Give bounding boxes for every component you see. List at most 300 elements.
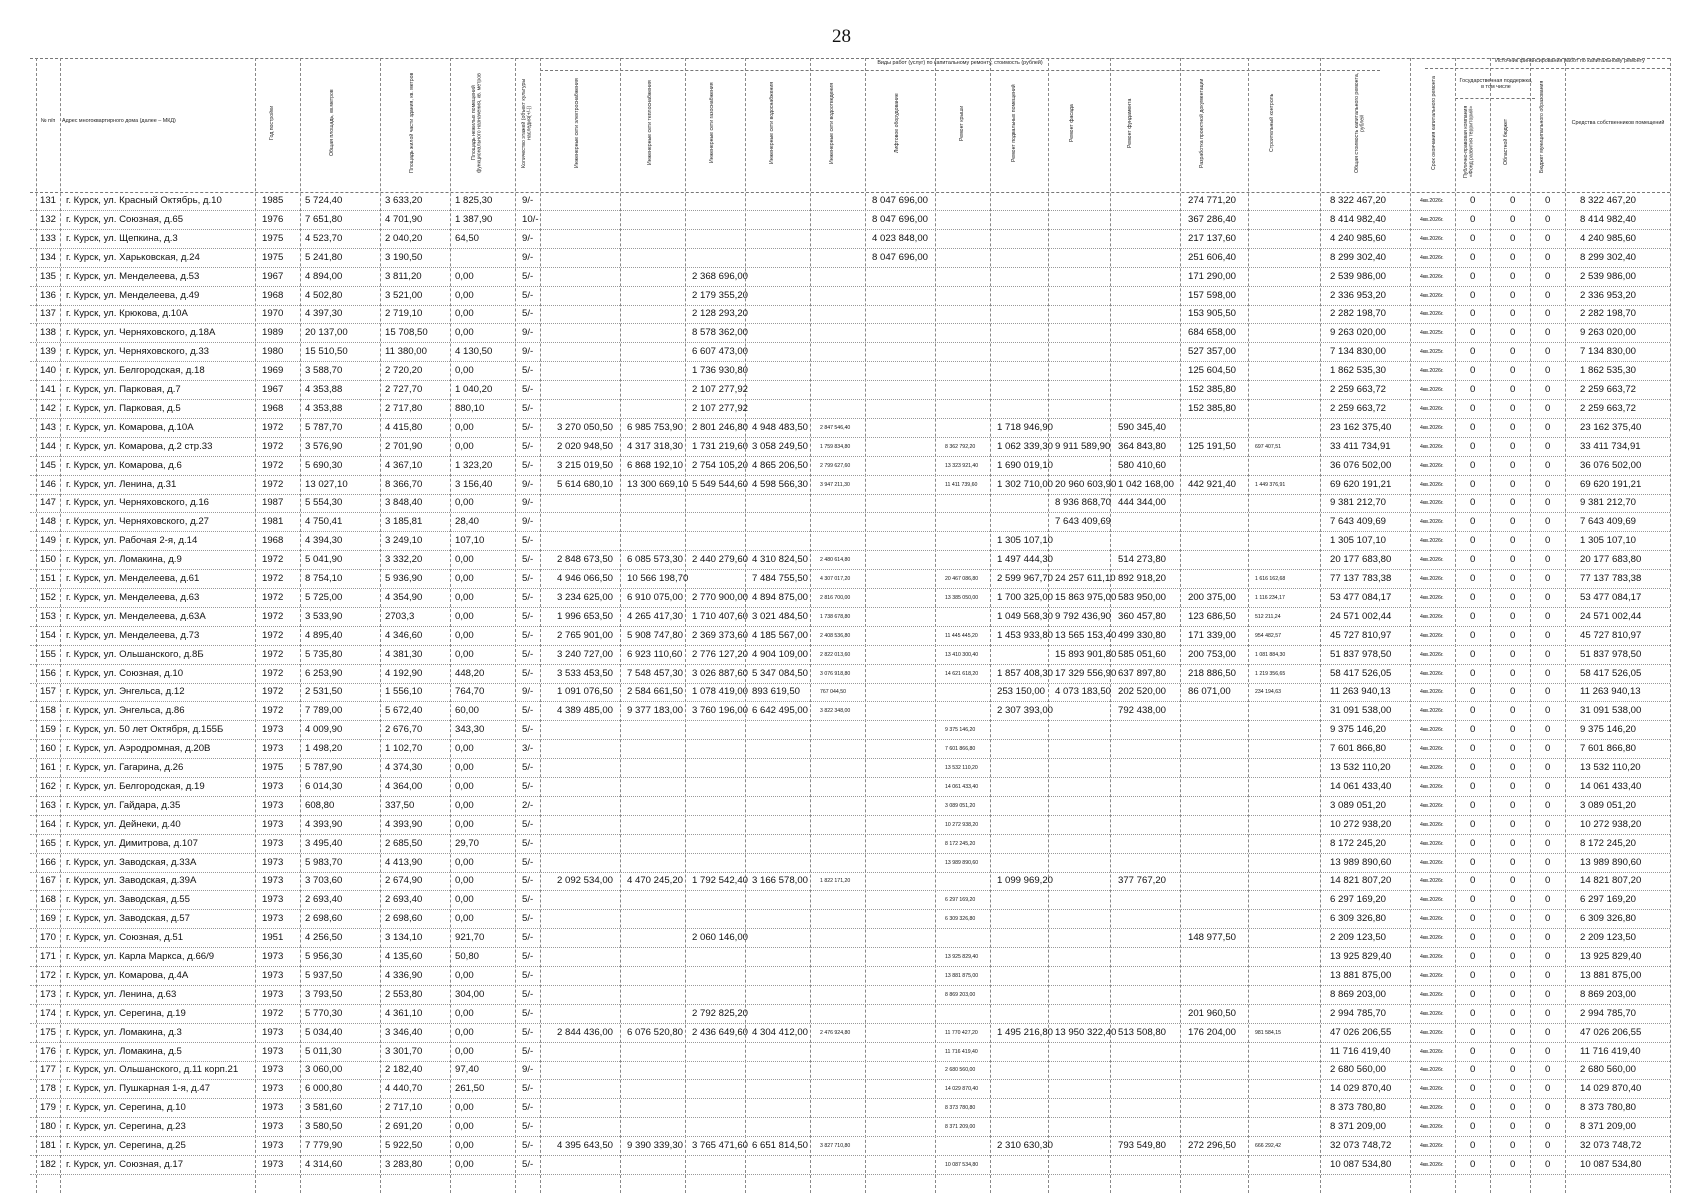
work-cost-sewer: 3 822 348,00 <box>820 708 851 715</box>
nonresidential-area: 0,00 <box>455 1121 474 1133</box>
row-rule <box>30 796 1670 797</box>
deadline: 4кв.2026г. <box>1420 991 1444 998</box>
row-number: 178 <box>40 1083 57 1095</box>
owners-funds: 9 263 020,00 <box>1580 327 1637 339</box>
row-number: 166 <box>40 856 57 868</box>
regional-amount: 0 <box>1510 724 1516 736</box>
table-row <box>30 987 1670 1001</box>
total-area: 7 779,90 <box>305 1140 343 1151</box>
living-area: 2 727,70 <box>385 384 423 395</box>
municipal-amount: 0 <box>1545 459 1551 471</box>
regional-amount: 0 <box>1510 856 1516 868</box>
floors: 5/- <box>522 591 534 603</box>
table-row <box>30 666 1670 680</box>
row-rule <box>30 815 1670 816</box>
build-year: 1973 <box>262 724 284 736</box>
work-cost-elec: 4 389 485,00 <box>557 705 614 717</box>
regional-amount: 0 <box>1510 818 1516 830</box>
table-row <box>30 779 1670 793</box>
build-year: 1976 <box>262 213 284 225</box>
header-work-ctrl: Строительный контроль <box>1269 93 1275 153</box>
deadline: 4кв.2026г. <box>1420 576 1444 582</box>
row-number: 172 <box>40 969 57 981</box>
regional-amount: 0 <box>1510 951 1516 962</box>
header-year: Год постройки <box>269 105 275 141</box>
deadline: 4кв.2026г. <box>1420 651 1444 658</box>
municipal-amount: 0 <box>1545 932 1551 944</box>
regional-amount: 0 <box>1510 478 1516 490</box>
total-area: 4 393,90 <box>305 818 343 830</box>
build-year: 1972 <box>262 705 284 717</box>
build-year: 1972 <box>262 459 284 471</box>
address: г. Курск, ул. Менделеева, д.61 <box>66 573 200 584</box>
total-cost: 31 091 538,00 <box>1330 705 1392 717</box>
table-row <box>30 703 1670 717</box>
regional-amount: 0 <box>1510 837 1516 849</box>
row-rule <box>30 475 1670 476</box>
work-cost-proj: 125 191,50 <box>1188 440 1237 452</box>
regional-amount: 0 <box>1510 327 1516 339</box>
deadline: 4кв.2026г. <box>1420 632 1444 639</box>
build-year: 1973 <box>262 1102 284 1114</box>
row-number: 158 <box>40 705 57 717</box>
row-number: 182 <box>40 1158 57 1170</box>
nonresidential-area: 0,00 <box>455 365 474 377</box>
total-cost: 45 727 810,97 <box>1330 629 1392 641</box>
address: г. Курск, ул. Черняховского, д.33 <box>66 346 210 358</box>
row-number: 141 <box>40 384 57 395</box>
fund-amount: 0 <box>1470 629 1476 641</box>
municipal-amount: 0 <box>1545 346 1551 358</box>
fund-amount: 0 <box>1470 497 1476 509</box>
living-area: 4 361,10 <box>385 1007 423 1019</box>
fund-amount: 0 <box>1470 913 1476 925</box>
nonresidential-area: 0,00 <box>455 440 474 452</box>
work-cost-facade: 4 073 183,50 <box>1055 686 1112 698</box>
row-number: 155 <box>40 648 57 660</box>
deadline: 4кв.2026г. <box>1420 1143 1444 1149</box>
address: г. Курск, ул. Менделеева, д.73 <box>66 629 200 641</box>
total-area: 4 314,60 <box>305 1158 343 1170</box>
table-row <box>30 1119 1670 1133</box>
deadline: 4кв.2026г. <box>1420 273 1444 280</box>
work-cost-sewer: 1 759 834,80 <box>820 443 851 450</box>
fund-amount: 0 <box>1470 516 1476 528</box>
floors: 9/- <box>522 346 534 358</box>
regional-amount: 0 <box>1510 1102 1516 1114</box>
row-rule <box>30 966 1670 967</box>
address: г. Курск, ул. Энгельса, д.12 <box>66 686 185 698</box>
row-rule <box>30 1098 1670 1099</box>
work-cost-sewer: 2 476 924,80 <box>820 1029 851 1036</box>
living-area: 5 936,90 <box>385 573 423 584</box>
work-cost-fund: 585 051,60 <box>1118 648 1167 660</box>
address: г. Курск, ул. Черняховского, д.16 <box>66 497 210 509</box>
total-cost: 14 029 870,40 <box>1330 1083 1392 1095</box>
work-cost-gas: 2 128 293,20 <box>692 308 749 320</box>
nonresidential-area: 764,70 <box>455 686 485 698</box>
living-area: 3 301,70 <box>385 1045 423 1057</box>
total-cost: 9 263 020,00 <box>1330 327 1387 339</box>
build-year: 1989 <box>262 327 284 339</box>
municipal-amount: 0 <box>1545 270 1551 282</box>
build-year: 1973 <box>262 799 284 811</box>
row-rule <box>30 947 1670 948</box>
row-number: 142 <box>40 402 57 414</box>
row-number: 144 <box>40 440 57 452</box>
total-area: 4 750,41 <box>305 516 343 528</box>
total-cost: 69 620 191,21 <box>1330 478 1392 490</box>
work-cost-gas: 3 760 196,00 <box>692 705 749 717</box>
row-number: 156 <box>40 667 57 679</box>
work-cost-roof: 6 297 169,20 <box>945 897 976 904</box>
build-year: 1972 <box>262 686 284 698</box>
work-cost-base: 1 305 107,10 <box>997 535 1054 547</box>
header-fund: Публично-правовая компания «Фонд развития территорий» <box>1463 105 1475 179</box>
header-municipal: Бюджет муниципального образования <box>1539 80 1545 174</box>
work-cost-fund: 202 520,00 <box>1118 686 1167 698</box>
work-cost-water: 4 304 412,00 <box>752 1026 809 1038</box>
fund-amount: 0 <box>1470 762 1476 773</box>
total-cost: 13 989 890,60 <box>1330 856 1392 868</box>
living-area: 2 717,80 <box>385 402 423 414</box>
fund-amount: 0 <box>1470 1102 1476 1114</box>
floors: 5/- <box>522 459 534 471</box>
page-number: 28 <box>832 26 851 47</box>
deadline: 4кв.2026г. <box>1420 821 1444 828</box>
address: г. Курск, ул. Ольшанского, д.8Б <box>66 648 204 660</box>
row-number: 154 <box>40 629 57 641</box>
work-cost-proj: 125 604,50 <box>1188 365 1237 377</box>
work-cost-roof: 13 532 110,20 <box>945 765 978 771</box>
total-cost: 47 026 206,55 <box>1330 1026 1392 1038</box>
owners-funds: 10 087 534,80 <box>1580 1158 1642 1170</box>
table-row <box>30 1062 1670 1076</box>
regional-amount: 0 <box>1510 932 1516 944</box>
table-row <box>30 325 1670 339</box>
regional-amount: 0 <box>1510 554 1516 566</box>
total-area: 2 698,60 <box>305 913 343 925</box>
address: г. Курск, ул. Энгельса, д.86 <box>66 705 185 717</box>
work-cost-gas: 2 179 355,20 <box>692 289 749 301</box>
owners-funds: 24 571 002,44 <box>1580 610 1642 622</box>
owners-funds: 2 259 663,72 <box>1580 384 1637 395</box>
fund-amount: 0 <box>1470 554 1476 566</box>
deadline: 4кв.2026г. <box>1420 405 1444 412</box>
address: г. Курск, ул. Союзная, д.10 <box>66 667 184 679</box>
owners-funds: 13 532 110,20 <box>1580 762 1641 773</box>
fund-amount: 0 <box>1470 478 1476 490</box>
deadline: 4кв.2026г. <box>1420 1048 1444 1055</box>
living-area: 2 717,10 <box>385 1102 423 1114</box>
fund-amount: 0 <box>1470 837 1476 849</box>
deadline: 4кв.2026г. <box>1420 972 1444 979</box>
work-cost-sewer: 3 827 710,80 <box>820 1143 851 1149</box>
header-living-area: Площадь жилой части здания, кв. метров <box>409 72 415 174</box>
address: г. Курск, ул. Карла Маркса, д.66/9 <box>66 951 215 962</box>
owners-funds: 2 336 953,20 <box>1580 289 1637 301</box>
municipal-amount: 0 <box>1545 421 1551 433</box>
nonresidential-area: 0,00 <box>455 818 474 830</box>
work-cost-base: 1 495 216,80 <box>997 1026 1054 1038</box>
municipal-amount: 0 <box>1545 667 1551 679</box>
total-area: 4 009,90 <box>305 724 343 736</box>
nonresidential-area: 0,00 <box>455 894 474 906</box>
municipal-amount: 0 <box>1545 440 1551 452</box>
address: г. Курск, ул. Ленина, д.31 <box>66 478 177 490</box>
municipal-amount: 0 <box>1545 1140 1551 1151</box>
regional-amount: 0 <box>1510 1121 1516 1133</box>
row-rule <box>30 928 1670 929</box>
header-floors: Количество этажей (объект культуры наследия(+/-)) <box>521 78 533 168</box>
total-area: 1 498,20 <box>305 743 343 755</box>
living-area: 4 346,60 <box>385 629 423 641</box>
row-number: 162 <box>40 780 57 792</box>
fund-amount: 0 <box>1470 780 1476 792</box>
build-year: 1969 <box>262 365 284 377</box>
work-cost-lift: 4 023 848,00 <box>872 232 929 244</box>
living-area: 2 720,20 <box>385 365 423 377</box>
regional-amount: 0 <box>1510 1045 1516 1057</box>
row-rule <box>30 531 1670 532</box>
owners-funds: 1 305 107,10 <box>1580 535 1637 547</box>
address: г. Курск, ул. Заводская, д.33А <box>66 856 197 868</box>
address: г. Курск, ул. Белгородская, д.19 <box>66 780 205 792</box>
municipal-amount: 0 <box>1545 686 1551 698</box>
nonresidential-area: 0,00 <box>455 1158 474 1170</box>
total-cost: 8 172 245,20 <box>1330 837 1387 849</box>
work-cost-facade: 15 893 901,80 <box>1055 648 1117 660</box>
table-row <box>30 344 1670 358</box>
total-area: 4 895,40 <box>305 629 343 641</box>
table-row <box>30 495 1670 509</box>
table-row <box>30 382 1670 396</box>
work-cost-water: 7 484 755,50 <box>752 573 809 584</box>
work-cost-fund: 792 438,00 <box>1118 705 1167 717</box>
table-row <box>30 231 1670 245</box>
row-rule <box>30 890 1670 891</box>
fund-amount: 0 <box>1470 308 1476 320</box>
regional-amount: 0 <box>1510 213 1516 225</box>
row-number: 148 <box>40 516 57 528</box>
municipal-amount: 0 <box>1545 251 1551 263</box>
build-year: 1973 <box>262 1064 284 1076</box>
work-cost-ctrl: 1 219 356,65 <box>1255 670 1286 677</box>
regional-amount: 0 <box>1510 610 1516 622</box>
row-number: 152 <box>40 591 57 603</box>
living-area: 3 185,81 <box>385 516 423 528</box>
work-cost-fund: 360 457,80 <box>1118 610 1167 622</box>
build-year: 1967 <box>262 384 284 395</box>
row-number: 149 <box>40 535 57 547</box>
living-area: 1 556,10 <box>385 686 423 698</box>
fund-amount: 0 <box>1470 402 1476 414</box>
work-cost-proj: 157 598,00 <box>1188 289 1237 301</box>
work-cost-gas: 8 578 362,00 <box>692 327 749 339</box>
work-cost-heat: 4 470 245,20 <box>627 875 684 887</box>
header-regional: Областной бюджет <box>1503 118 1509 166</box>
table-row <box>30 855 1670 869</box>
nonresidential-area: 1 387,90 <box>455 213 493 225</box>
build-year: 1987 <box>262 497 284 509</box>
regional-amount: 0 <box>1510 1140 1516 1151</box>
regional-amount: 0 <box>1510 365 1516 377</box>
total-area: 4 256,50 <box>305 932 343 944</box>
work-cost-proj: 527 357,00 <box>1188 346 1237 358</box>
owners-funds: 36 076 502,00 <box>1580 459 1642 471</box>
nonresidential-area: 0,00 <box>455 648 474 660</box>
deadline: 4кв.2026г. <box>1420 387 1444 393</box>
fund-amount: 0 <box>1470 856 1476 868</box>
regional-amount: 0 <box>1510 1007 1516 1019</box>
row-number: 169 <box>40 913 57 925</box>
nonresidential-area: 0,00 <box>455 799 474 811</box>
owners-funds: 2 209 123,50 <box>1580 932 1637 944</box>
total-cost: 8 373 780,80 <box>1330 1102 1387 1114</box>
municipal-amount: 0 <box>1545 573 1551 584</box>
address: г. Курск, ул. Менделеева, д.53 <box>66 270 200 282</box>
row-number: 139 <box>40 346 57 358</box>
table-row <box>30 873 1670 887</box>
regional-amount: 0 <box>1510 421 1516 433</box>
row-rule <box>30 701 1670 702</box>
work-cost-elec: 3 270 050,50 <box>557 421 614 433</box>
floors: 5/- <box>522 535 534 547</box>
build-year: 1973 <box>262 951 284 962</box>
work-cost-elec: 2 848 673,50 <box>557 554 614 566</box>
table-row <box>30 968 1670 982</box>
work-cost-ctrl: 1 616 162,68 <box>1255 576 1286 582</box>
row-rule <box>30 229 1670 230</box>
owners-funds: 6 309 326,80 <box>1580 913 1637 925</box>
owners-funds: 10 272 938,20 <box>1580 818 1642 830</box>
regional-amount: 0 <box>1510 459 1516 471</box>
deadline: 4кв.2026г. <box>1420 670 1444 677</box>
row-rule <box>30 399 1670 400</box>
work-cost-heat: 2 584 661,50 <box>627 686 684 698</box>
floors: 5/- <box>522 1007 534 1019</box>
floors: 5/- <box>522 724 534 736</box>
table-row <box>30 250 1670 264</box>
total-cost: 20 177 683,80 <box>1330 554 1392 566</box>
regional-amount: 0 <box>1510 308 1516 320</box>
address: г. Курск, ул. Крюкова, д.10А <box>66 308 188 320</box>
floors: 2/- <box>522 799 534 811</box>
work-cost-fund: 377 767,20 <box>1118 875 1167 887</box>
fund-amount: 0 <box>1470 251 1476 263</box>
work-cost-proj: 153 905,50 <box>1188 308 1237 320</box>
municipal-amount: 0 <box>1545 1083 1551 1095</box>
owners-funds: 9 375 146,20 <box>1580 724 1637 736</box>
total-cost: 11 263 940,13 <box>1330 686 1391 698</box>
total-area: 5 956,30 <box>305 951 343 962</box>
work-cost-fund: 580 410,60 <box>1118 459 1167 471</box>
owners-funds: 47 026 206,55 <box>1580 1026 1642 1038</box>
deadline: 4кв.2025г. <box>1420 349 1444 356</box>
work-cost-ctrl: 666 292,42 <box>1255 1143 1281 1149</box>
nonresidential-area: 0,00 <box>455 308 474 320</box>
total-cost: 7 134 830,00 <box>1330 346 1387 358</box>
municipal-amount: 0 <box>1545 1064 1551 1076</box>
regional-amount: 0 <box>1510 195 1516 206</box>
owners-funds: 9 381 212,70 <box>1580 497 1637 509</box>
fund-amount: 0 <box>1470 951 1476 962</box>
owners-funds: 8 299 302,40 <box>1580 251 1637 263</box>
row-number: 167 <box>40 875 57 887</box>
header-top-rule <box>30 58 1670 59</box>
work-cost-roof: 13 410 300,40 <box>945 651 979 658</box>
nonresidential-area: 0,00 <box>455 1026 474 1038</box>
work-cost-roof: 11 716 419,40 <box>945 1048 978 1055</box>
owners-funds: 53 477 084,17 <box>1580 591 1642 603</box>
row-rule <box>30 1079 1670 1080</box>
work-cost-elec: 2 844 436,00 <box>557 1026 614 1038</box>
regional-amount: 0 <box>1510 875 1516 887</box>
total-cost: 9 381 212,70 <box>1330 497 1387 509</box>
floors: 9/- <box>522 327 534 339</box>
floors: 5/- <box>522 384 534 395</box>
total-area: 4 502,80 <box>305 289 343 301</box>
work-cost-gas: 2 801 246,80 <box>692 421 749 433</box>
nonresidential-area: 0,00 <box>455 497 474 509</box>
nonresidential-area: 0,00 <box>455 591 474 603</box>
owners-funds: 4 240 985,60 <box>1580 232 1637 244</box>
total-area: 7 651,80 <box>305 213 343 225</box>
owners-funds: 14 061 433,40 <box>1580 780 1642 792</box>
row-rule <box>30 494 1670 495</box>
header-work-facade: Ремонт фасада <box>1069 104 1075 142</box>
address: г. Курск, ул. Ольшанского, д.11 корп.21 <box>66 1064 239 1076</box>
work-cost-gas: 2 060 146,00 <box>692 932 749 944</box>
floors: 5/- <box>522 629 534 641</box>
living-area: 3 332,20 <box>385 554 423 566</box>
address: г. Курск, ул. Димитрова, д.107 <box>66 837 198 849</box>
regional-amount: 0 <box>1510 799 1516 811</box>
work-cost-elec: 1 996 653,50 <box>557 610 614 622</box>
deadline: 4кв.2026г. <box>1420 443 1444 450</box>
work-cost-facade: 13 565 153,40 <box>1055 629 1117 641</box>
header-work-elec: Инженерные сети электроснабжения <box>574 78 580 168</box>
work-cost-gas: 2 436 649,60 <box>692 1026 749 1038</box>
floors: 5/- <box>522 951 534 962</box>
living-area: 2 719,10 <box>385 308 423 320</box>
table-row <box>30 760 1670 774</box>
floors: 5/- <box>522 1026 534 1038</box>
nonresidential-area: 0,00 <box>455 913 474 925</box>
build-year: 1973 <box>262 818 284 830</box>
living-area: 4 701,90 <box>385 213 423 225</box>
work-cost-lift: 8 047 696,00 <box>872 213 929 225</box>
row-rule <box>30 569 1670 570</box>
row-number: 179 <box>40 1102 57 1114</box>
fund-amount: 0 <box>1470 686 1476 698</box>
fund-amount: 0 <box>1470 875 1476 887</box>
nonresidential-area: 1 323,20 <box>455 459 493 471</box>
regional-amount: 0 <box>1510 384 1516 395</box>
work-cost-base: 1 497 444,30 <box>997 554 1054 566</box>
row-rule <box>30 512 1670 513</box>
fund-amount: 0 <box>1470 1064 1476 1076</box>
total-cost: 7 601 866,80 <box>1330 743 1387 755</box>
table-row <box>30 911 1670 925</box>
table-row <box>30 571 1670 585</box>
floors: 5/- <box>522 402 534 414</box>
work-cost-proj: 148 977,50 <box>1188 932 1237 944</box>
work-cost-roof: 14 061 433,40 <box>945 783 979 790</box>
work-cost-water: 4 894 875,00 <box>752 591 809 603</box>
work-cost-lift: 8 047 696,00 <box>872 195 929 206</box>
living-area: 2 182,40 <box>385 1064 423 1076</box>
